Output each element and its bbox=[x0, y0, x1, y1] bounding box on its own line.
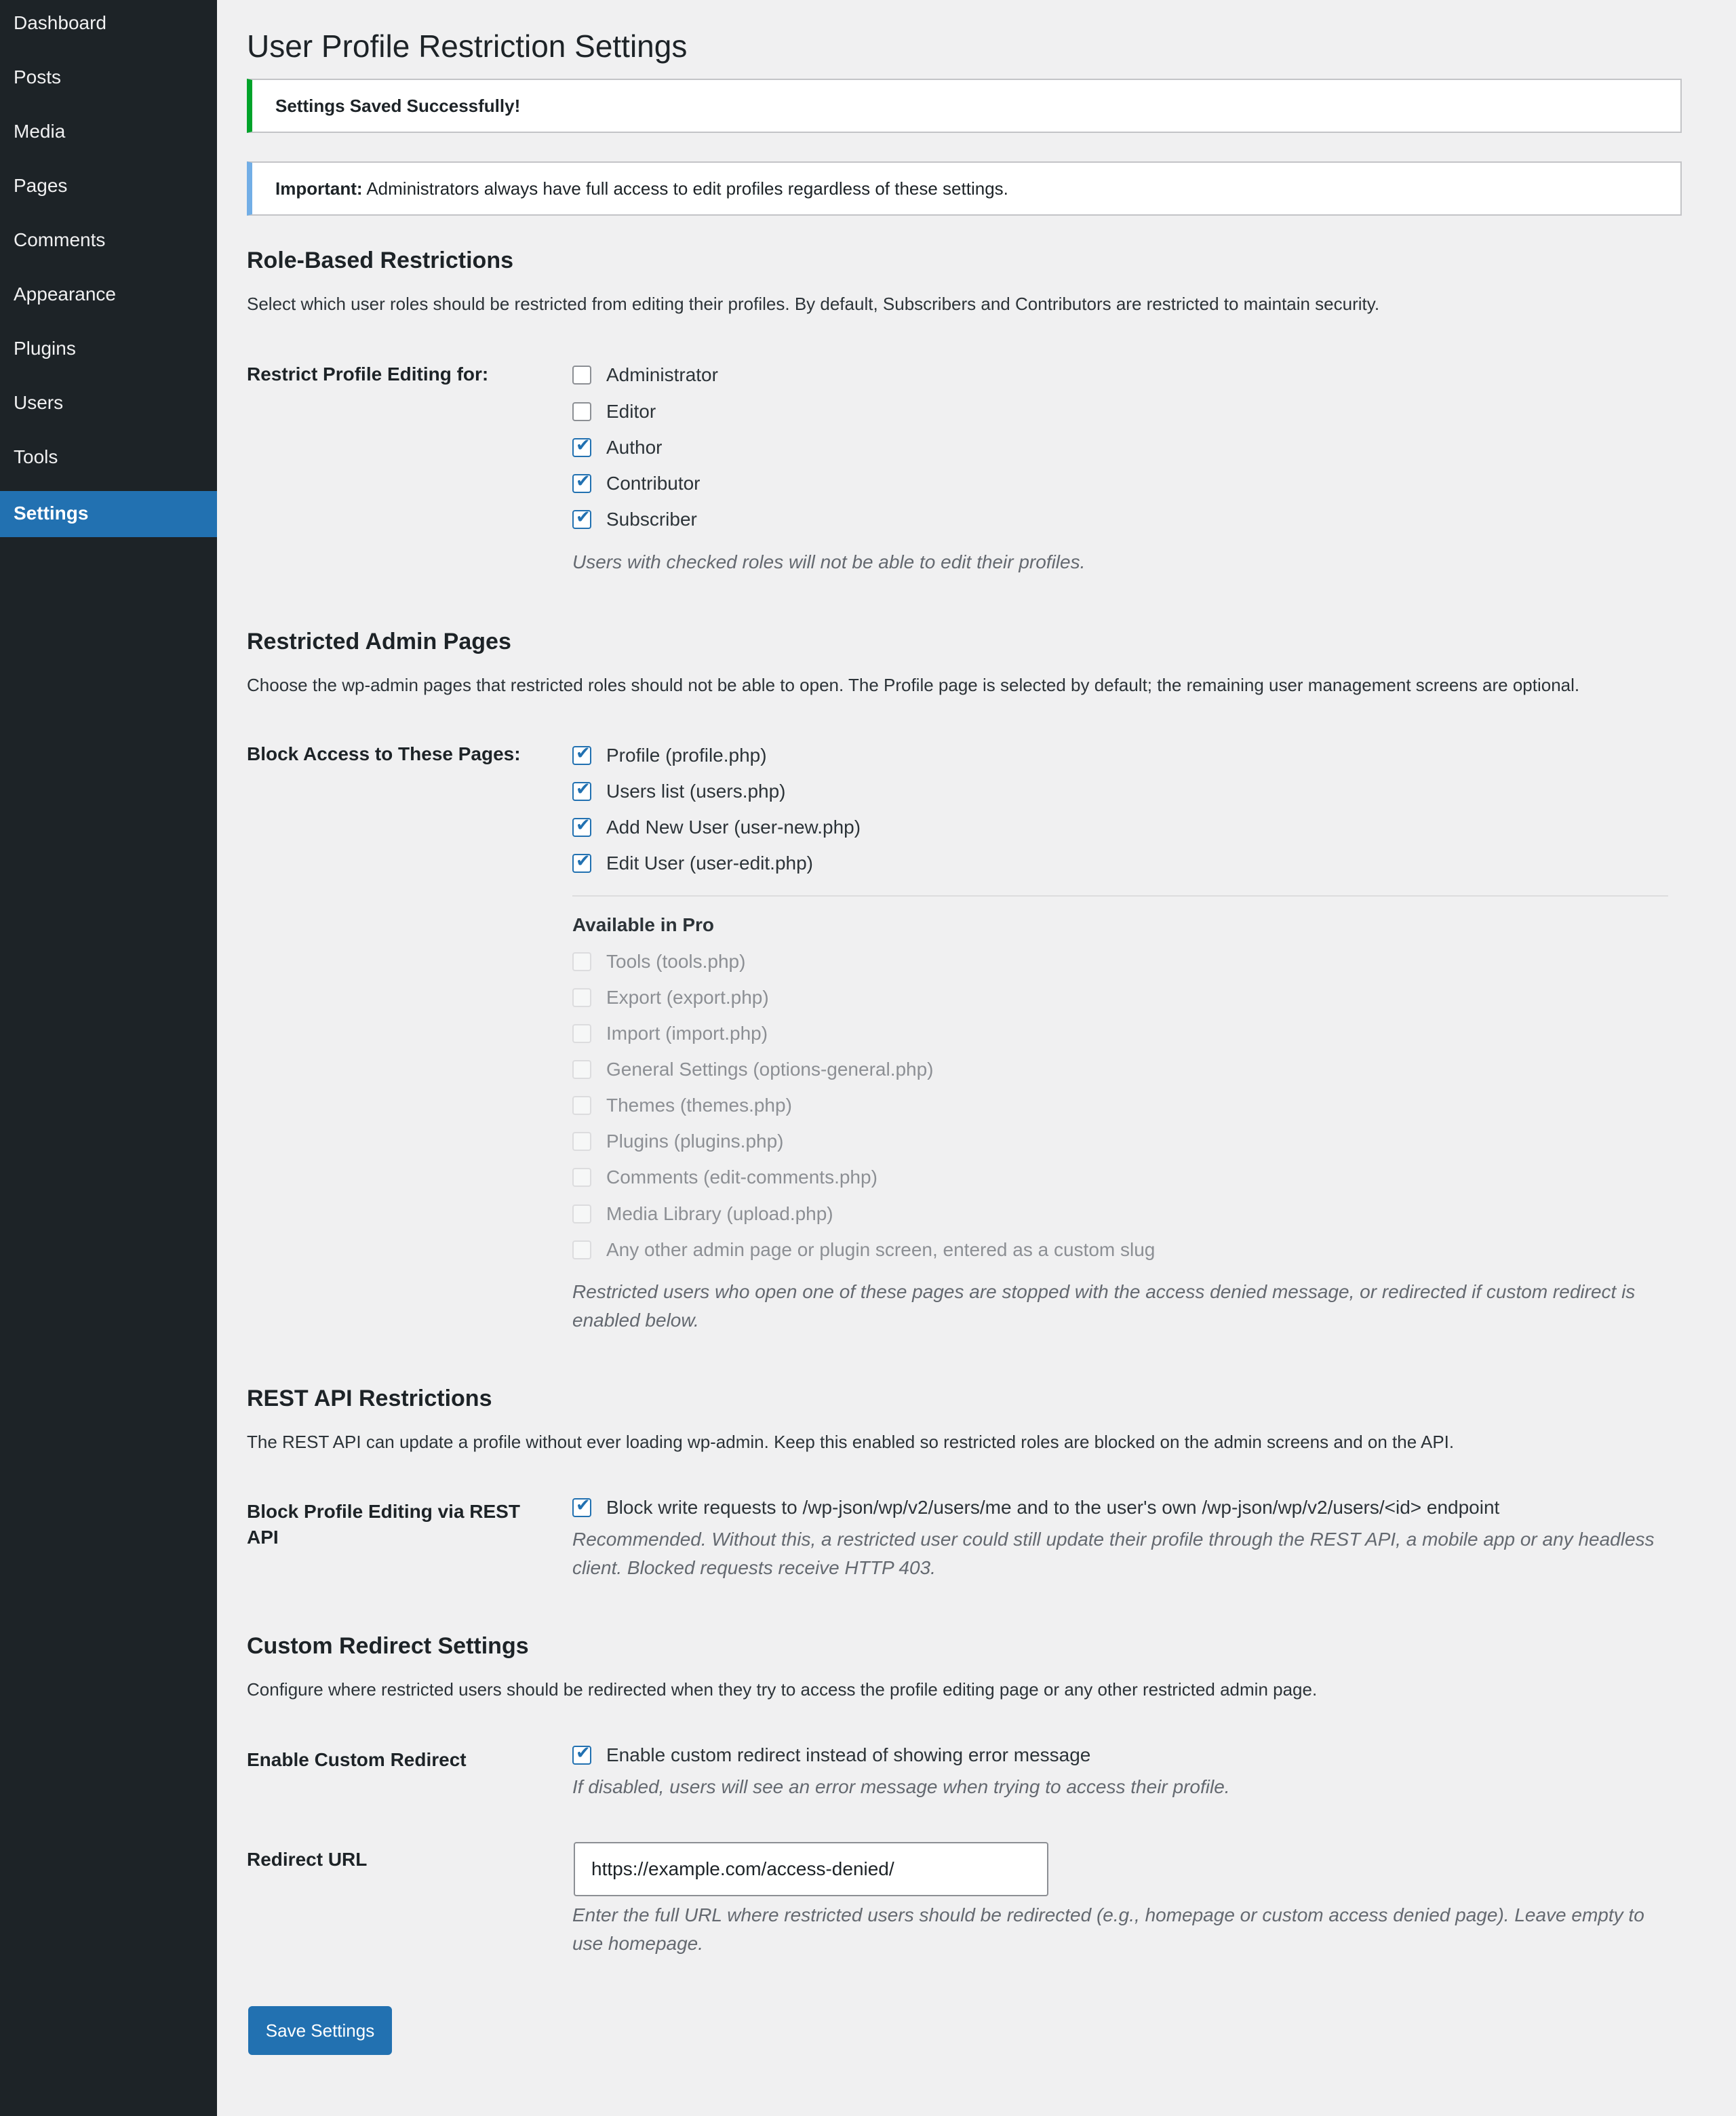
success-notice bbox=[247, 79, 1682, 133]
rest-field-label-line-2: API bbox=[247, 1527, 279, 1548]
pro-divider bbox=[572, 895, 1668, 897]
pro-label-tools: Tools (tools.php) bbox=[606, 951, 746, 972]
page-label-users: Users list (users.php) bbox=[606, 781, 786, 802]
role-option-contributor[interactable] bbox=[572, 470, 701, 497]
pages-help-text bbox=[572, 1278, 1671, 1335]
role-checkbox-contributor[interactable] bbox=[572, 474, 591, 493]
sidebar-item-appearance[interactable]: Appearance bbox=[14, 283, 117, 305]
pro-checkbox-import bbox=[572, 1024, 591, 1043]
pro-option-themes bbox=[572, 1092, 792, 1119]
pro-option-import bbox=[572, 1020, 768, 1047]
rest-help-line-2: client. Blocked requests receive HTTP 403. bbox=[572, 1557, 936, 1578]
save-settings-button[interactable]: Save Settings bbox=[248, 2006, 392, 2055]
roles-help-text: Users with checked roles will not be able to edit their profiles. bbox=[572, 551, 1086, 572]
pro-label-export: Export (export.php) bbox=[606, 987, 769, 1008]
role-label-administrator: Administrator bbox=[606, 364, 718, 385]
rest-help-line-1: Recommended. Without this, a restricted user could still update their profile through the REST API, a mobile app or any headless bbox=[572, 1529, 1655, 1550]
rest-help-text bbox=[572, 1525, 1671, 1582]
role-label-editor: Editor bbox=[606, 401, 656, 422]
roles-field-label: Restrict Profile Editing for: bbox=[247, 364, 489, 385]
enable-redirect-option-label: Enable custom redirect instead of showing error message bbox=[606, 1744, 1091, 1765]
role-checkbox-editor[interactable] bbox=[572, 402, 591, 421]
role-checkbox-author[interactable] bbox=[572, 438, 591, 457]
rest-block-label: Block write requests to /wp-json/wp/v2/users/me and to the user's own /wp-json/wp/v2/users/<id> endpoint bbox=[606, 1497, 1500, 1518]
sidebar-item-users[interactable]: Users bbox=[14, 392, 64, 413]
pro-option-export bbox=[572, 984, 769, 1011]
role-option-administrator[interactable] bbox=[572, 361, 718, 389]
page-checkbox-user-new[interactable] bbox=[572, 818, 591, 837]
role-label-subscriber: Subscriber bbox=[606, 509, 697, 530]
rest-section-description: The REST API can update a profile without ever loading wp-admin. Keep this enabled so restricted roles are blocked on the admin screens and on the API. bbox=[247, 1432, 1455, 1452]
pro-label-media-library: Media Library (upload.php) bbox=[606, 1203, 833, 1224]
enable-redirect-label: Enable Custom Redirect bbox=[247, 1749, 467, 1770]
pro-option-general-settings bbox=[572, 1056, 934, 1083]
role-option-subscriber[interactable] bbox=[572, 506, 697, 533]
pro-option-comments bbox=[572, 1164, 877, 1191]
sidebar-item-posts[interactable]: Posts bbox=[14, 66, 62, 87]
pages-field-label: Block Access to These Pages: bbox=[247, 743, 521, 764]
pages-section-title: Restricted Admin Pages bbox=[247, 629, 511, 654]
page-option-users[interactable] bbox=[572, 778, 786, 805]
redirect-section-description: Configure where restricted users should be redirected when they try to access the profile editing page or any other restricted admin page. bbox=[247, 1679, 1318, 1700]
pro-label-general-settings: General Settings (options-general.php) bbox=[606, 1059, 934, 1080]
pro-checkbox-general-settings bbox=[572, 1060, 591, 1079]
sidebar-item-plugins[interactable]: Plugins bbox=[14, 338, 76, 359]
pro-option-plugins bbox=[572, 1128, 784, 1155]
sidebar-item-pages[interactable]: Pages bbox=[14, 175, 68, 196]
pages-help-line-2: enabled below. bbox=[572, 1310, 699, 1331]
sidebar-item-dashboard[interactable]: Dashboard bbox=[14, 12, 106, 33]
sidebar-item-media[interactable]: Media bbox=[14, 121, 66, 142]
pro-label-custom-slug: Any other admin page or plugin screen, entered as a custom slug bbox=[606, 1239, 1156, 1260]
pro-heading: Available in Pro bbox=[572, 914, 715, 935]
pro-label-plugins: Plugins (plugins.php) bbox=[606, 1131, 784, 1152]
pro-option-media-library bbox=[572, 1200, 833, 1228]
pro-checkbox-media-library bbox=[572, 1204, 591, 1223]
redirect-url-help-line-1: Enter the full URL where restricted users should be redirected (e.g., homepage or custom access denied page). Leave empty to bbox=[572, 1904, 1644, 1925]
pro-label-import: Import (import.php) bbox=[606, 1023, 768, 1044]
rest-field-label bbox=[247, 1499, 545, 1550]
page-checkbox-profile[interactable] bbox=[572, 746, 591, 765]
page-option-profile[interactable] bbox=[572, 742, 767, 769]
pro-checkbox-export bbox=[572, 988, 591, 1007]
pages-section-description: Choose the wp-admin pages that restricted roles should not be able to open. The Profile page is selected by default; the remaining user management screens are optional. bbox=[247, 675, 1580, 695]
pro-checkbox-tools bbox=[572, 952, 591, 971]
rest-field-label-line-1: Block Profile Editing via REST bbox=[247, 1501, 520, 1522]
page-checkbox-users[interactable] bbox=[572, 782, 591, 801]
redirect-section-title: Custom Redirect Settings bbox=[247, 1633, 529, 1659]
role-checkbox-administrator[interactable] bbox=[572, 366, 591, 385]
rest-block-checkbox[interactable] bbox=[572, 1498, 591, 1517]
page-option-user-edit[interactable] bbox=[572, 850, 813, 877]
roles-section-title: Role-Based Restrictions bbox=[247, 248, 513, 273]
enable-redirect-checkbox[interactable] bbox=[572, 1746, 591, 1765]
sidebar-item-tools[interactable]: Tools bbox=[14, 446, 58, 467]
enable-redirect-option[interactable] bbox=[572, 1742, 1090, 1769]
admin-sidebar bbox=[0, 0, 217, 2116]
info-notice-text: Administrators always have full access to edit profiles regardless of these settings. bbox=[362, 178, 1008, 199]
redirect-url-label: Redirect URL bbox=[247, 1849, 368, 1870]
roles-section-description: Select which user roles should be restricted from editing their profiles. By default, Subscribers and Contributors are restricted to maintain security. bbox=[247, 294, 1380, 314]
page-title: User Profile Restriction Settings bbox=[247, 28, 688, 64]
role-label-contributor: Contributor bbox=[606, 473, 701, 494]
role-option-editor[interactable] bbox=[572, 398, 656, 425]
pro-checkbox-plugins bbox=[572, 1132, 591, 1151]
rest-block-option[interactable] bbox=[572, 1494, 1499, 1521]
sidebar-item-settings[interactable]: Settings bbox=[0, 491, 217, 537]
info-notice-label: Important: bbox=[275, 178, 363, 199]
page-label-profile: Profile (profile.php) bbox=[606, 745, 767, 766]
pro-option-custom-slug bbox=[572, 1236, 1155, 1263]
page-label-user-new: Add New User (user-new.php) bbox=[606, 817, 861, 838]
page-label-user-edit: Edit User (user-edit.php) bbox=[606, 853, 814, 874]
enable-redirect-help: If disabled, users will see an error message when trying to access their profile. bbox=[572, 1776, 1230, 1797]
pro-checkbox-comments bbox=[572, 1168, 591, 1187]
pro-label-themes: Themes (themes.php) bbox=[606, 1095, 792, 1116]
redirect-url-input[interactable] bbox=[574, 1842, 1048, 1896]
page-checkbox-user-edit[interactable] bbox=[572, 854, 591, 873]
pages-help-line-1: Restricted users who open one of these pages are stopped with the access denied message, or redirected if custom redirect is bbox=[572, 1281, 1636, 1302]
rest-section-title: REST API Restrictions bbox=[247, 1386, 492, 1411]
sidebar-item-comments[interactable]: Comments bbox=[14, 229, 106, 250]
pro-checkbox-themes bbox=[572, 1096, 591, 1115]
role-option-author[interactable] bbox=[572, 434, 663, 461]
role-label-author: Author bbox=[606, 437, 663, 458]
info-notice bbox=[247, 161, 1682, 216]
redirect-url-help bbox=[572, 1901, 1671, 1958]
pro-option-tools bbox=[572, 948, 745, 975]
pro-label-comments: Comments (edit-comments.php) bbox=[606, 1167, 877, 1188]
pro-checkbox-custom-slug bbox=[572, 1240, 591, 1259]
page-option-user-new[interactable] bbox=[572, 814, 861, 841]
success-notice-text: Settings Saved Successfully! bbox=[275, 96, 521, 116]
role-checkbox-subscriber[interactable] bbox=[572, 510, 591, 529]
redirect-url-help-line-2: use homepage. bbox=[572, 1933, 704, 1954]
